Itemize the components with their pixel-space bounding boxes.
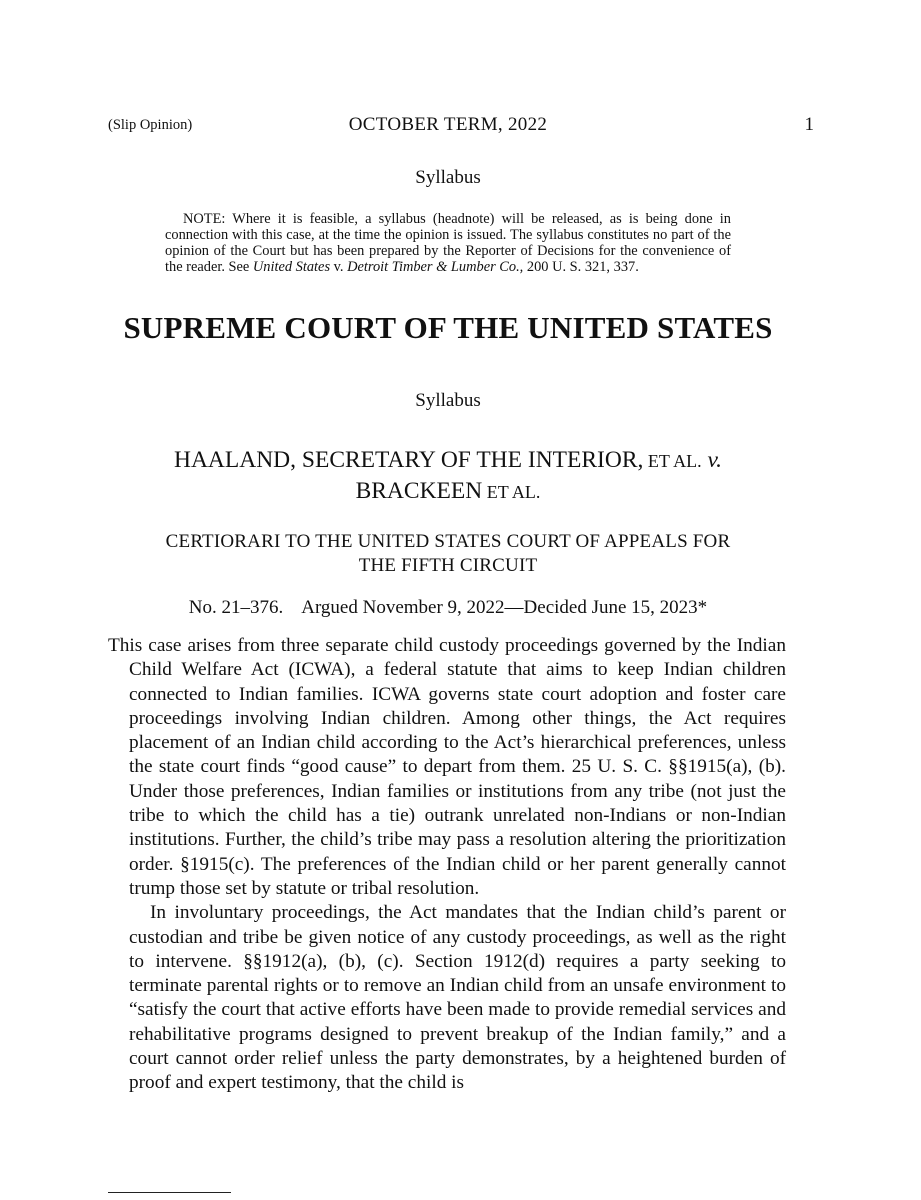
respondent-name: BRACKEEN bbox=[355, 478, 483, 504]
certiorari-line-1: CERTIORARI TO THE UNITED STATES COURT OF APPEALS FOR bbox=[165, 531, 731, 552]
docket-line: No. 21–376. Argued November 9, 2022—Decided June 15, 2023* bbox=[188, 597, 708, 618]
petitioner-name: HAALAND, SECRETARY OF THE INTERIOR, bbox=[173, 447, 644, 473]
syllabus-body bbox=[108, 634, 786, 1096]
headnote-notice bbox=[165, 211, 731, 275]
paragraph-1: This case arises from three separate child custody proceedings governed by the Indian Child Welfare Act (ICWA), a federal statute that aims to keep Indian children connected to Indian families. ICWA governs state court adoption and foster care proceedings involving Indian children. Among other things, the Act requires placement of an Indian child according to the Act’s hierarchical preferences, unless the state court finds “good cause” to depart from them. 25 U. S. C. §§1915(a), (b). Under those preferences, Indian families or institutions from any tribe (not just the tribe to which the child has a tie) outrank unrelated non-Indians or non-Indian institutions. Further, the child’s tribe may pass a resolution altering the prioritization order. §1915(c). The preferences of the Indian child or her parent generally cannot trump those set by statute or tribal resolution. bbox=[108, 635, 786, 899]
paragraph-2: In involuntary proceedings, the Act mandates that the Indian child’s parent or custodian and tribe be given notice of any custody proceedings, as well as the right to intervene. §§1912(a), (b), (c). Section 1912(d) requires a party seeking to terminate parental rights or to remove an Indian child from an unsafe environment to “satisfy the court that active efforts have been made to provide remedial services and rehabilitative programs designed to prevent breakup of the Indian family,” and a court cannot order relief unless the party demonstrates, by a heightened burden of proof and expert testimony, that the child is bbox=[129, 902, 786, 1094]
respondent-et-al: ET AL. bbox=[482, 482, 541, 502]
case-caption-line-2 bbox=[0, 476, 896, 507]
term-heading: OCTOBER TERM, 2022 bbox=[348, 114, 548, 135]
versus-marker: v. bbox=[707, 447, 723, 473]
note-text: NOTE: Where it is feasible, a syllabus (headnote) will be released, as is being done in connection with this case, at the time the opinion is issued. The syllabus constitutes no part of the opinion of the Court but has been prepared by the Reporter of Decisions for the convenience of the reader. See bbox=[165, 211, 731, 275]
certiorari-heading bbox=[0, 530, 896, 578]
note-citation-v: v. bbox=[330, 259, 348, 275]
court-title: SUPREME COURT OF THE UNITED STATES bbox=[123, 310, 773, 345]
running-head bbox=[108, 114, 814, 138]
petitioner-et-al: ET AL. bbox=[643, 451, 702, 471]
slip-opinion-label: (Slip Opinion) bbox=[108, 117, 193, 133]
page-number: 1 bbox=[804, 114, 814, 135]
syllabus-heading-top: Syllabus bbox=[415, 167, 481, 188]
case-caption bbox=[0, 445, 896, 507]
note-citation-case-1: United States bbox=[252, 259, 331, 275]
footnote-rule bbox=[108, 1192, 231, 1193]
note-citation-case-2: Detroit Timber & Lumber Co., bbox=[347, 259, 524, 275]
certiorari-line-2: THE FIFTH CIRCUIT bbox=[358, 555, 538, 576]
case-caption-line-1 bbox=[0, 445, 896, 476]
note-citation-tail: 200 U. S. 321, 337. bbox=[523, 259, 639, 275]
syllabus-heading: Syllabus bbox=[415, 390, 481, 411]
